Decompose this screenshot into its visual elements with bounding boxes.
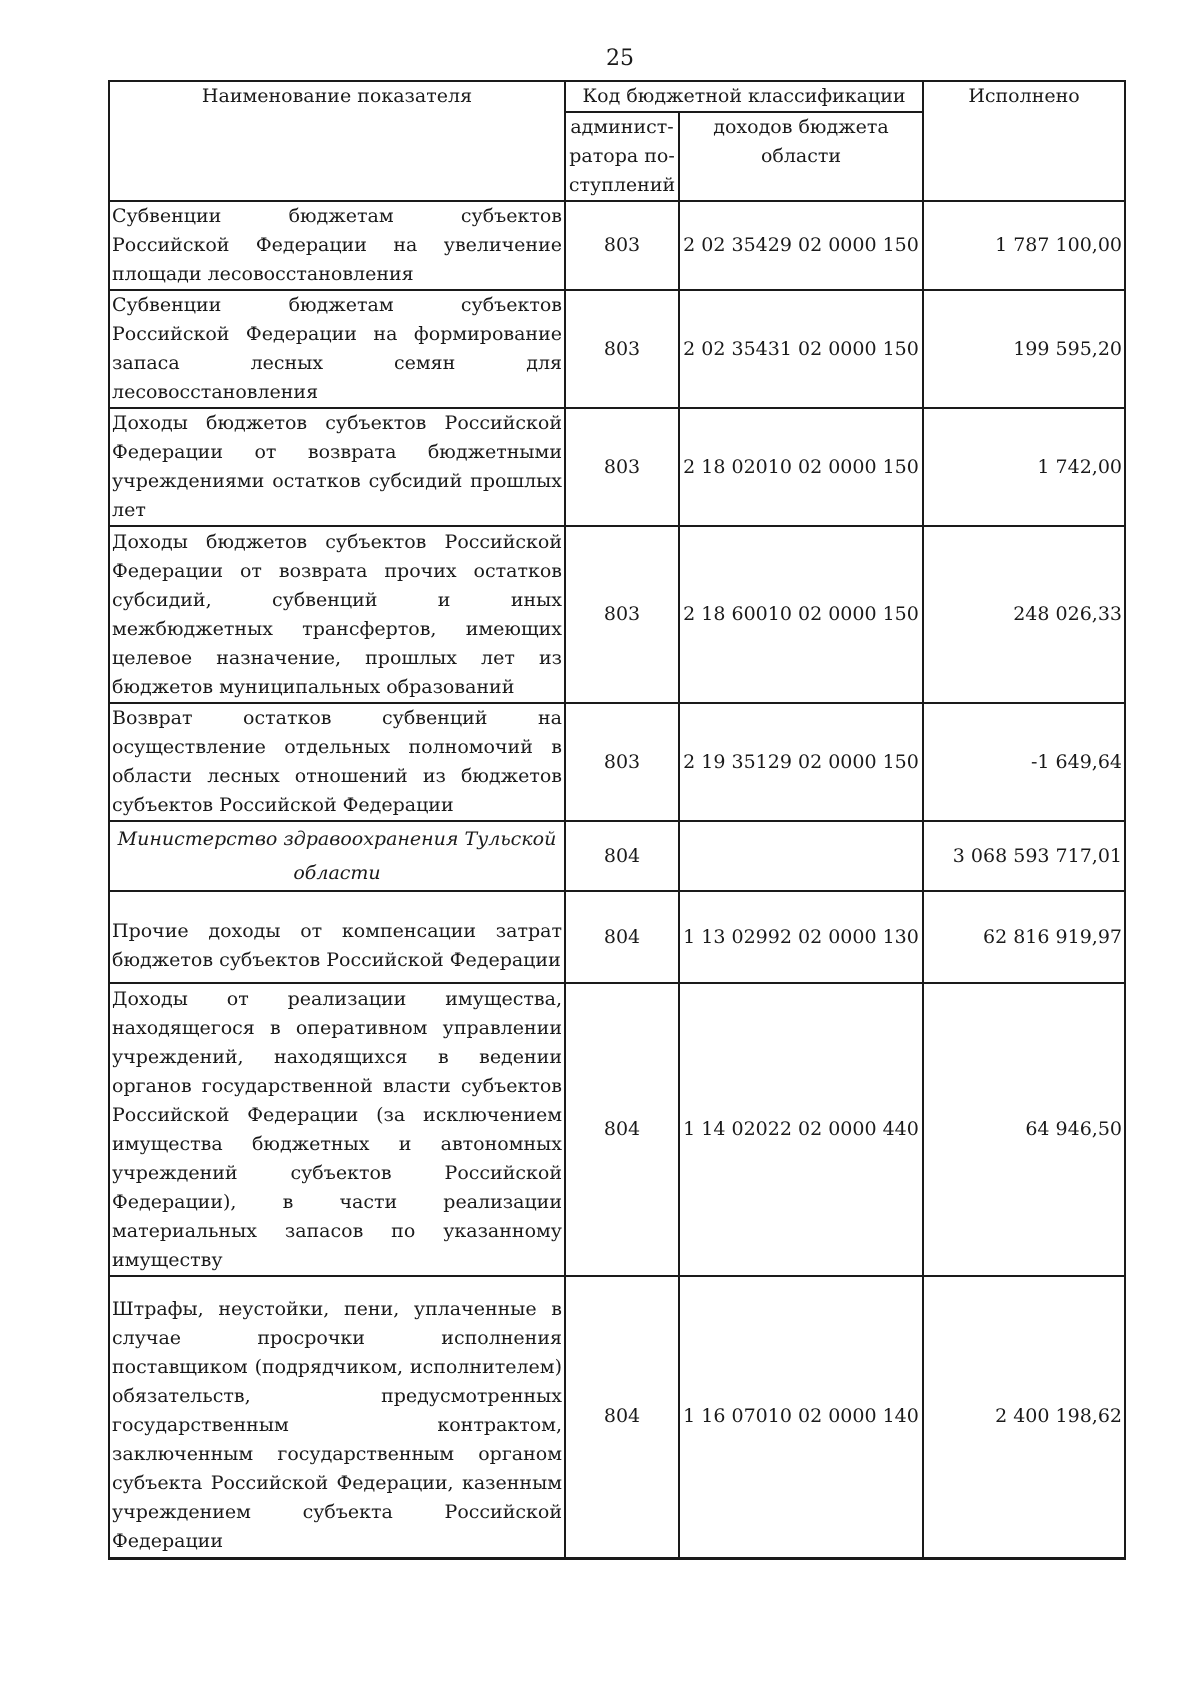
table-row (109, 408, 1125, 526)
row-indicator-name: Прочие доходы от компенсации затрат бюджетов субъектов Российской Федерации (109, 891, 565, 983)
row-admin-code: 803 (565, 201, 679, 290)
row-income-code: 2 18 02010 02 0000 150 (679, 408, 923, 526)
row-income-code: 1 16 07010 02 0000 140 (679, 1276, 923, 1558)
page-number: 25 (606, 46, 634, 71)
header-classification-code: Код бюджетной классификации (565, 81, 923, 112)
table-row (109, 526, 1125, 703)
row-income-code: 2 02 35431 02 0000 150 (679, 290, 923, 408)
row-indicator-name: Штрафы, неустойки, пени, уплаченные в случае просрочки исполнения поставщиком (подрядчиком, исполнителем) обязательств, предусмотренных государственным контрактом, заключенным государственным органом субъекта Российской Федерации, казенным учреждением субъекта Российской Федерации (109, 1276, 565, 1558)
ministry-name: Министерство здравоохранения Тульской области (109, 821, 565, 891)
table-row (109, 703, 1125, 821)
row-executed-amount: 1 787 100,00 (923, 201, 1125, 290)
row-indicator-name: Возврат остатков субвенций на осуществление отдельных полномочий в области лесных отношений из бюджетов субъектов Российской Федерации (109, 703, 565, 821)
header-indicator-name: Наименование показателя (109, 81, 565, 201)
row-indicator-name: Доходы бюджетов субъектов Российской Федерации от возврата бюджетными учреждениями остатков субсидий прошлых лет (109, 408, 565, 526)
header-executed: Исполнено (923, 81, 1125, 201)
row-indicator-name: Субвенции бюджетам субъектов Российской Федерации на формирование запаса лесных семян для лесовосстановления (109, 290, 565, 408)
row-admin-code: 803 (565, 290, 679, 408)
row-executed-amount: 1 742,00 (923, 408, 1125, 526)
row-executed-amount: 62 816 919,97 (923, 891, 1125, 983)
row-admin-code: 804 (565, 983, 679, 1276)
row-admin-code: 803 (565, 408, 679, 526)
table-row (109, 201, 1125, 290)
row-income-code: 1 13 02992 02 0000 130 (679, 891, 923, 983)
row-admin-code: 804 (565, 891, 679, 983)
row-executed-amount: 64 946,50 (923, 983, 1125, 1276)
row-income-code: 2 18 60010 02 0000 150 (679, 526, 923, 703)
row-income-code: 2 19 35129 02 0000 150 (679, 703, 923, 821)
table-row (109, 983, 1125, 1276)
row-executed-amount: 2 400 198,62 (923, 1276, 1125, 1558)
row-executed-amount: 3 068 593 717,01 (923, 821, 1125, 891)
row-indicator-name: Доходы бюджетов субъектов Российской Федерации от возврата прочих остатков субсидий, субвенций и иных межбюджетных трансфертов, имеющих целевое назначение, прошлых лет из бюджетов муниципальных образований (109, 526, 565, 703)
row-admin-code: 804 (565, 821, 679, 891)
row-indicator-name: Субвенции бюджетам субъектов Российской Федерации на увеличение площади лесовосстановления (109, 201, 565, 290)
table-row (109, 891, 1125, 983)
budget-revenue-table (108, 80, 1126, 1560)
row-executed-amount: -1 649,64 (923, 703, 1125, 821)
row-admin-code: 803 (565, 703, 679, 821)
row-income-code: 1 14 02022 02 0000 440 (679, 983, 923, 1276)
table-row-ministry (109, 821, 1125, 891)
header-budget-income: доходов бюджета области (679, 112, 923, 201)
row-executed-amount: 248 026,33 (923, 526, 1125, 703)
row-admin-code: 803 (565, 526, 679, 703)
row-admin-code: 804 (565, 1276, 679, 1558)
row-executed-amount: 199 595,20 (923, 290, 1125, 408)
table-row (109, 1276, 1125, 1558)
row-indicator-name: Доходы от реализации имущества, находящегося в оперативном управлении учреждений, находящихся в ведении органов государственной власти субъектов Российской Федерации (за исключением имущества бюджетных и автономных учреждений субъектов Российской Федерации), в части реализации материальных запасов по указанному имуществу (109, 983, 565, 1276)
header-row-top (109, 81, 1125, 112)
header-administrator: админист-ратора по-ступлений (565, 112, 679, 201)
row-income-code: 2 02 35429 02 0000 150 (679, 201, 923, 290)
table-row (109, 290, 1125, 408)
row-income-code (679, 821, 923, 891)
